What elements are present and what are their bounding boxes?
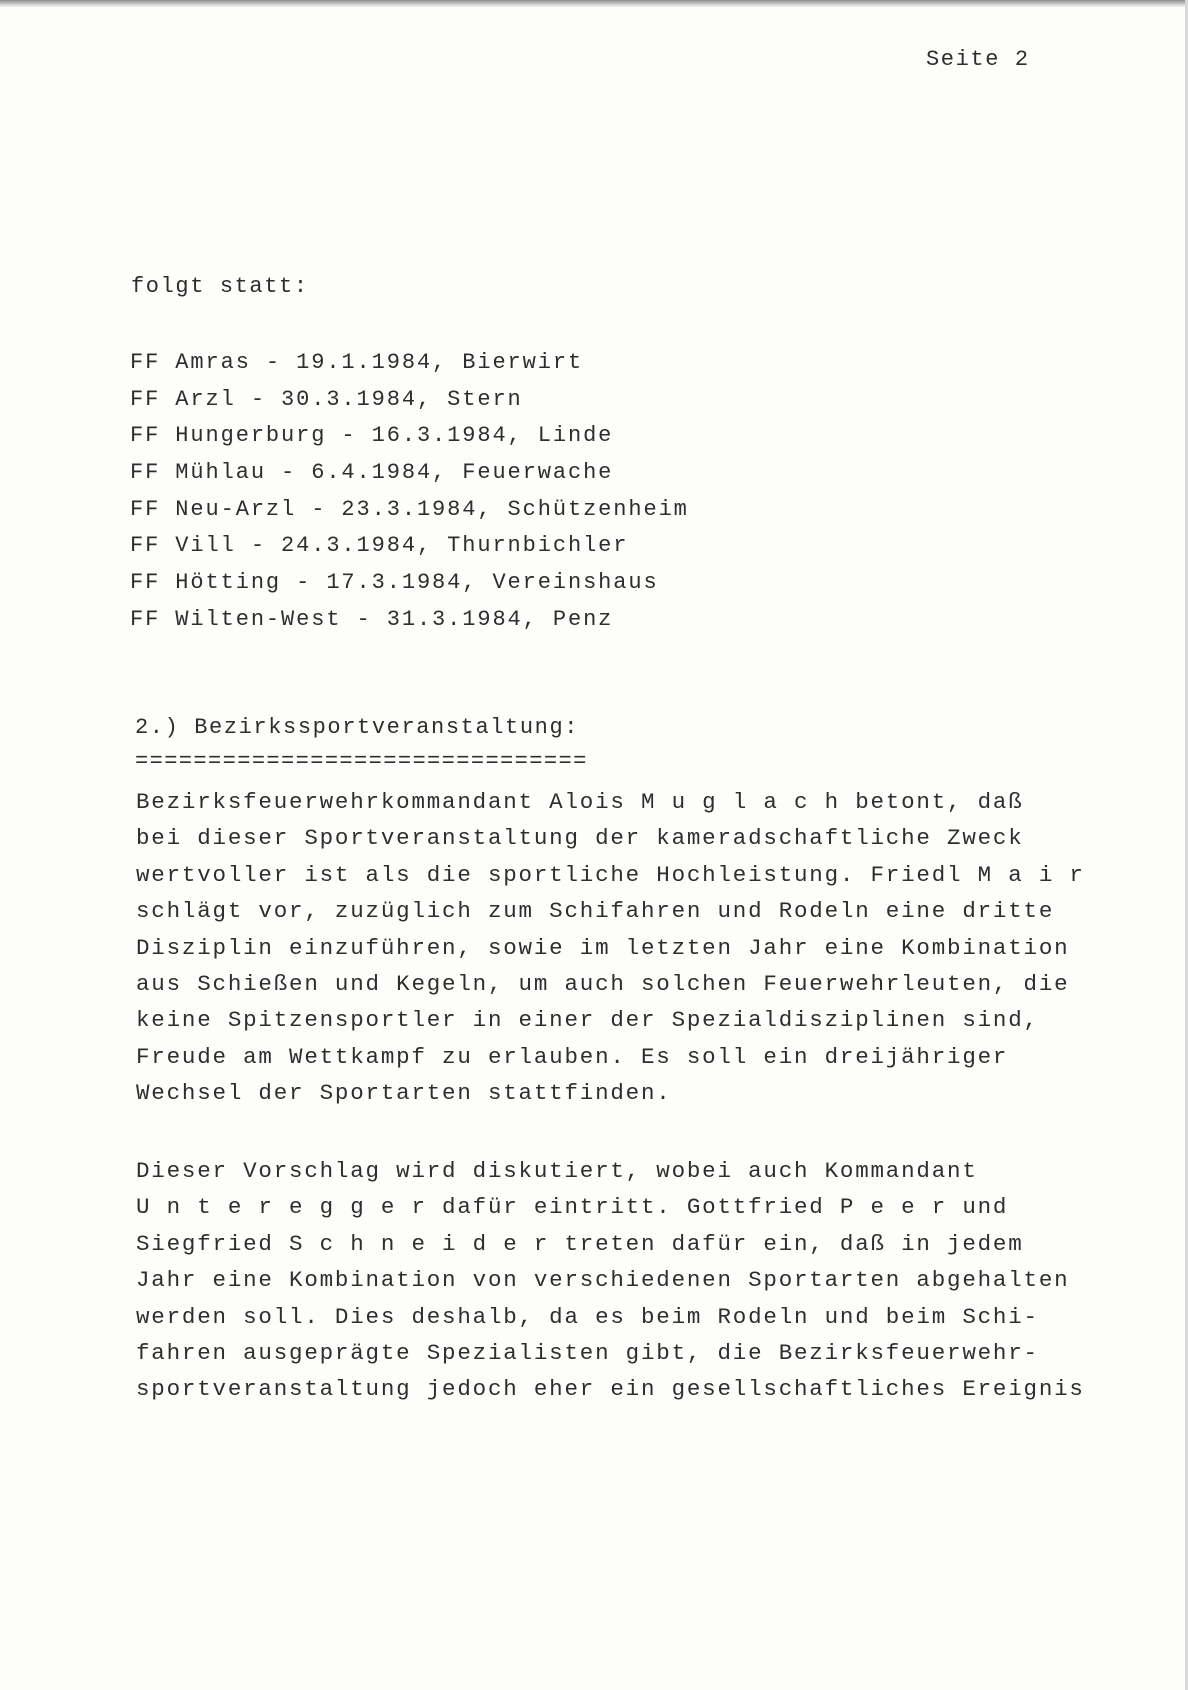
scan-top-edge: [0, 0, 1188, 7]
paragraph-line: werden soll. Dies deshalb, da es beim Rodeln und beim Schi-: [136, 1303, 1039, 1330]
paragraph-line: Dieser Vorschlag wird diskutiert, wobei auch Kommandant: [136, 1158, 978, 1184]
paragraph-line: keine Spitzensportler in einer der Spezialdisziplinen sind,: [136, 1007, 1039, 1034]
paragraph-line: schlägt vor, zuzüglich zum Schifahren und Rodeln eine dritte: [136, 898, 1055, 925]
paragraph-line: wertvoller ist als die sportliche Hochleistung. Friedl M a i r: [136, 861, 1085, 888]
meeting-list: [130, 345, 689, 639]
meeting-item: FF Vill - 24.3.1984, Thurnbichler: [130, 533, 629, 559]
paragraph-line: Freude am Wettkampf zu erlauben. Es soll ein dreijähriger: [136, 1043, 1009, 1070]
paragraph-line: U n t e r e g g e r dafür eintritt. Gottfried P e e r und: [136, 1194, 1009, 1221]
page-number: Seite 2: [926, 47, 1030, 72]
intro-line: folgt statt:: [131, 274, 309, 299]
meeting-item: FF Wilten-West - 31.3.1984, Penz: [130, 606, 614, 632]
paragraph-line: aus Schießen und Kegeln, um auch solchen Feuerwehrleuten, die: [136, 970, 1070, 997]
paragraph-line: Jahr eine Kombination von verschiedenen Sportarten abgehalten: [136, 1267, 1070, 1294]
meeting-item: FF Hungerburg - 16.3.1984, Linde: [130, 423, 614, 449]
paragraph-line: bei dieser Sportveranstaltung der kameradschaftliche Zweck: [136, 825, 1024, 852]
meeting-item: FF Mühlau - 6.4.1984, Feuerwache: [130, 460, 614, 486]
paragraph-2: [136, 1153, 1146, 1408]
paragraph-line: Bezirksfeuerwehrkommandant Alois M u g l a c h betont, daß: [136, 789, 1024, 815]
paragraph-line: Siegfried S c h n e i d e r treten dafür ein, daß in jedem: [136, 1230, 1024, 1257]
paragraph-line: sportveranstaltung jedoch eher ein gesellschaftliches Ereignis: [136, 1376, 1085, 1403]
meeting-item: FF Amras - 19.1.1984, Bierwirt: [130, 350, 584, 375]
meeting-item: FF Hötting - 17.3.1984, Vereinshaus: [130, 570, 659, 596]
paragraph-line: Disziplin einzuführen, sowie im letzten Jahr eine Kombination: [136, 934, 1070, 961]
section-underline: ===============================: [135, 749, 588, 774]
paragraph-line: Wechsel der Sportarten stattfinden.: [136, 1080, 672, 1107]
meeting-item: FF Neu-Arzl - 23.3.1984, Schützenheim: [130, 496, 689, 522]
paragraph-1: [136, 784, 1146, 1112]
meeting-item: FF Arzl - 30.3.1984, Stern: [130, 386, 523, 412]
paragraph-line: fahren ausgeprägte Spezialisten gibt, die Bezirksfeuerwehr-: [136, 1339, 1039, 1366]
section-heading: 2.) Bezirkssportveranstaltung:: [135, 715, 580, 740]
